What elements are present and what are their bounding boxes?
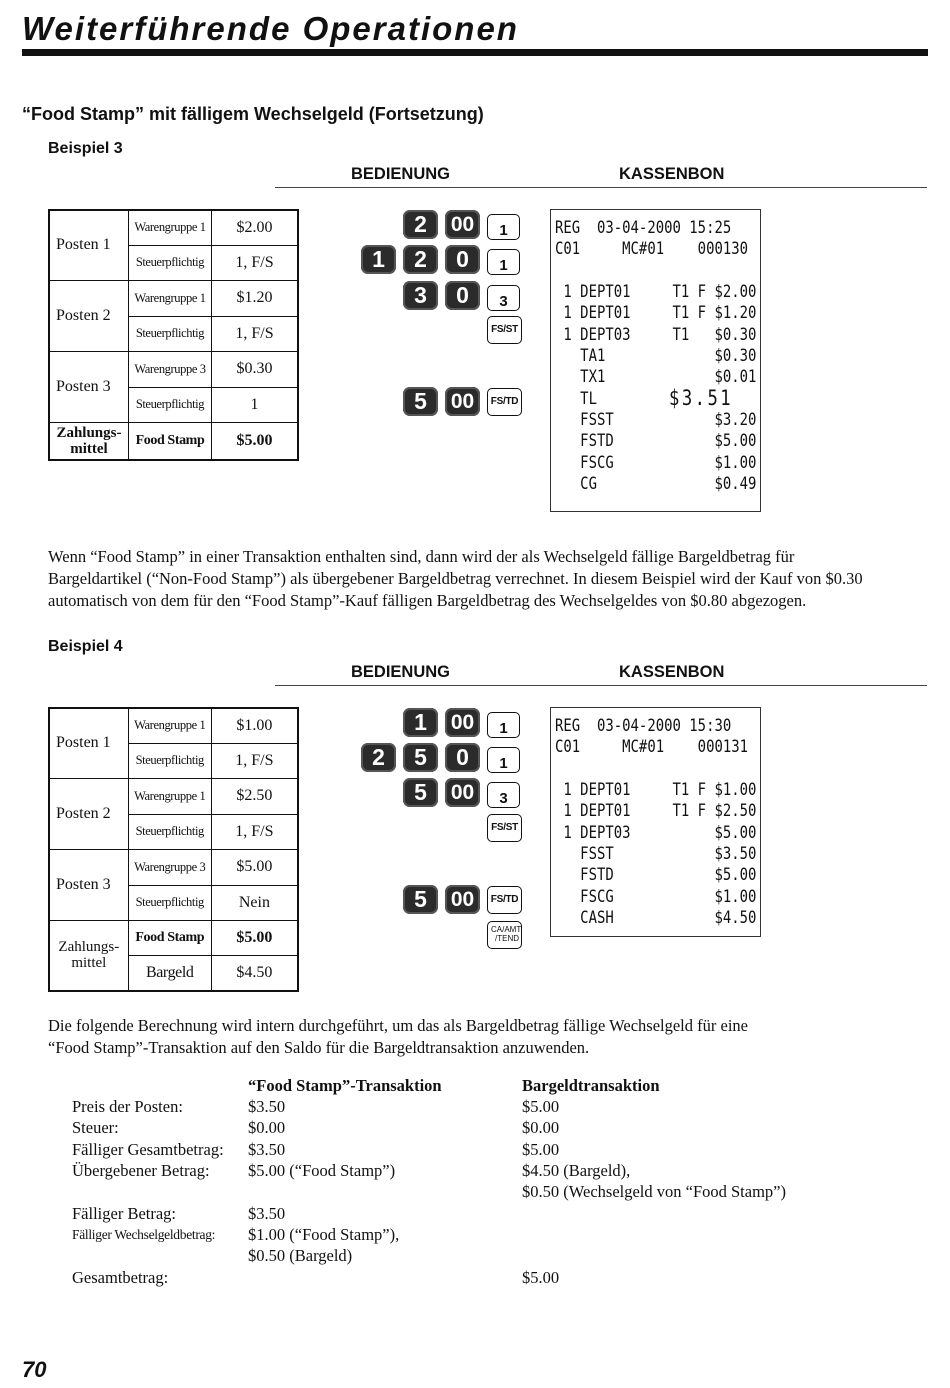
receipt-line: C01 MC#01 000130: [555, 239, 749, 259]
posten-label: Posten 1: [49, 210, 128, 280]
example3-operation-heading: BEDIENUNG: [351, 165, 451, 183]
calc-row-fs: $3.50: [248, 1097, 286, 1116]
example4-heading: Beispiel 4: [48, 638, 123, 655]
example3-receipt: [550, 209, 761, 512]
page-title: Weiterführende Operationen: [22, 10, 519, 47]
example3-item-table: [48, 209, 299, 461]
payment-label-line: Zahlungs-: [56, 424, 122, 441]
numeric-key[interactable]: 5: [403, 743, 438, 772]
numeric-key[interactable]: 3: [403, 281, 438, 310]
calc-row-fs: $3.50: [248, 1204, 286, 1223]
fs-tender-key[interactable]: FS/TD: [487, 388, 522, 416]
paragraph-line: Die folgende Berechnung wird intern durchgeführt, um das als Bargeldbetrag fällige Wechselgeld für eine: [48, 1016, 748, 1035]
item-field-label: Steuerpflichtig: [128, 387, 211, 422]
receipt-line: REG 03-04-2000 15:25: [555, 218, 732, 238]
numeric-key[interactable]: 5: [403, 387, 438, 416]
calc-row-label: Fälliger Wechselgeldbetrag:: [72, 1227, 216, 1242]
example4-item-table: [48, 707, 299, 992]
key-label-line: /TEND: [495, 934, 519, 943]
item-field-label: Steuerpflichtig: [128, 245, 211, 280]
receipt-line: FSTD $5.00: [555, 431, 757, 451]
fs-subtotal-key[interactable]: FS/ST: [487, 814, 522, 842]
page-number: 70: [22, 1357, 47, 1382]
item-field-value: $5.00: [211, 920, 298, 955]
department-key[interactable]: 1: [487, 214, 520, 240]
item-field-value: $1.20: [212, 280, 298, 316]
item-field-label: Food Stamp: [128, 422, 211, 460]
calc-header-food-stamp: “Food Stamp”-Transaktion: [248, 1076, 442, 1095]
calc-row-fs: $3.50: [248, 1140, 286, 1159]
item-field-label: Steuerpflichtig: [128, 743, 211, 778]
item-field-value: $5.00: [211, 849, 298, 885]
calc-row-cash: $0.50 (Wechselgeld von “Food Stamp”): [522, 1182, 786, 1201]
item-field-value: Nein: [211, 885, 298, 920]
calc-row-cash: $4.50 (Bargeld),: [522, 1161, 631, 1180]
section-title: “Food Stamp” mit fälligem Wechselgeld (Fortsetzung): [22, 104, 484, 124]
receipt-line: 1 DEPT01 T1 F $2.00: [555, 282, 757, 302]
payment-label-line: mittel: [70, 440, 108, 457]
receipt-line: FSCG $1.00: [555, 453, 757, 473]
numeric-key[interactable]: 2: [403, 210, 438, 239]
item-field-label: Warengruppe 3: [128, 849, 211, 885]
calc-row-cash: $5.00: [522, 1268, 560, 1287]
example4-receipt: [550, 707, 761, 937]
posten-label: Posten 2: [49, 778, 128, 849]
receipt-line: FSTD $5.00: [555, 865, 757, 885]
paragraph-line: Bargeldartikel (“Non-Food Stamp”) als übergebener Bargeldbetrag verrechnet. In diesem Beispiel wird der Kauf von $0.30: [48, 569, 863, 588]
calc-row-cash: $5.00: [522, 1097, 560, 1116]
double-zero-key[interactable]: 00: [445, 885, 480, 914]
example3-heading-rule: [275, 187, 927, 188]
item-field-value: 1, F/S: [211, 743, 298, 778]
receipt-line: TX1 $0.01: [555, 367, 757, 387]
item-field-label: Warengruppe 1: [128, 778, 211, 814]
item-field-label: Warengruppe 1: [128, 708, 211, 743]
numeric-key[interactable]: 2: [361, 743, 396, 772]
department-key[interactable]: 1: [487, 712, 520, 738]
paragraph-line: “Food Stamp”-Transaktion auf den Saldo für die Bargeldtransaktion anzuwenden.: [48, 1038, 590, 1057]
item-field-value: 1, F/S: [212, 245, 298, 280]
example4-receipt-heading: KASSENBON: [619, 663, 725, 681]
example4-heading-rule: [275, 685, 927, 686]
item-field-value: $5.00: [212, 422, 298, 460]
item-field-label: Warengruppe 1: [128, 280, 211, 316]
payment-label: [49, 920, 128, 991]
item-field-label: Steuerpflichtig: [128, 814, 211, 849]
double-zero-key[interactable]: 00: [445, 708, 480, 737]
receipt-line: FSCG $1.00: [555, 887, 757, 907]
title-rule: [22, 49, 928, 56]
receipt-line: 1 DEPT01 T1 F $1.00: [555, 780, 757, 800]
item-field-value: 1: [212, 387, 298, 422]
item-field-label: Steuerpflichtig: [128, 885, 211, 920]
item-field-label: Warengruppe 3: [128, 351, 211, 387]
numeric-key[interactable]: 0: [445, 743, 480, 772]
calc-row-label: Fälliger Betrag:: [72, 1204, 177, 1223]
item-field-label: Steuerpflichtig: [128, 316, 211, 351]
item-field-value: $2.50: [211, 778, 298, 814]
calc-row-fs: $0.50 (Bargeld): [248, 1246, 353, 1265]
item-field-value: $4.50: [211, 955, 298, 991]
double-zero-key[interactable]: 00: [445, 778, 480, 807]
calc-row-label: Preis der Posten:: [72, 1097, 183, 1116]
calc-row-fs: $0.00: [248, 1118, 286, 1137]
numeric-key[interactable]: 1: [361, 245, 396, 274]
calc-row-label: Gesamtbetrag:: [72, 1268, 169, 1287]
receipt-line: 1 DEPT01 T1 F $2.50: [555, 801, 757, 821]
department-key[interactable]: 1: [487, 249, 520, 275]
cash-amount-tendered-key[interactable]: [487, 921, 522, 949]
double-zero-key[interactable]: 00: [445, 387, 480, 416]
calc-row-fs: $1.00 (“Food Stamp”),: [248, 1225, 400, 1244]
item-field-value: $1.00: [211, 708, 298, 743]
calc-row-cash: $0.00: [522, 1118, 560, 1137]
receipt-line: TL: [555, 389, 597, 409]
posten-label: Posten 2: [49, 280, 128, 351]
fs-tender-key[interactable]: FS/TD: [487, 886, 522, 914]
calc-row-label: Steuer:: [72, 1118, 119, 1137]
item-field-label: Bargeld: [128, 955, 211, 991]
numeric-key[interactable]: 2: [403, 245, 438, 274]
department-key[interactable]: 3: [487, 782, 520, 808]
example3-receipt-heading: KASSENBON: [619, 165, 725, 183]
calc-row-label: Fälliger Gesamtbetrag:: [72, 1140, 224, 1159]
example3-heading: Beispiel 3: [48, 140, 123, 157]
department-key[interactable]: 1: [487, 747, 520, 773]
double-zero-key[interactable]: 00: [445, 210, 480, 239]
numeric-key[interactable]: 0: [445, 281, 480, 310]
numeric-key[interactable]: 1: [403, 708, 438, 737]
calc-row-label: Übergebener Betrag:: [72, 1161, 210, 1180]
key-label-line: CA/AMT: [491, 925, 522, 934]
payment-label-line: Zahlungs-: [58, 939, 120, 956]
receipt-line: 1 DEPT01 T1 F $1.20: [555, 303, 757, 323]
receipt-line: REG 03-04-2000 15:30: [555, 716, 732, 736]
posten-label: Posten 3: [49, 849, 128, 920]
fs-subtotal-key[interactable]: FS/ST: [487, 316, 522, 344]
paragraph-line: Wenn “Food Stamp” in einer Transaktion enthalten sind, dann wird der als Wechselgeld fällige Bargeldbetrag für: [48, 547, 795, 566]
example4-operation-heading: BEDIENUNG: [351, 663, 451, 681]
posten-label: Posten 1: [49, 708, 128, 778]
payment-label: [49, 422, 128, 460]
department-key[interactable]: 3: [487, 285, 520, 311]
receipt-line: TA1 $0.30: [555, 346, 757, 366]
receipt-line: C01 MC#01 000131: [555, 737, 749, 757]
item-field-label: Food Stamp: [128, 920, 211, 955]
numeric-key[interactable]: 5: [403, 885, 438, 914]
item-field-value: $0.30: [212, 351, 298, 387]
numeric-key[interactable]: 5: [403, 778, 438, 807]
receipt-line: CASH $4.50: [555, 908, 757, 928]
receipt-line: CG $0.49: [555, 474, 757, 494]
item-field-value: 1, F/S: [211, 814, 298, 849]
receipt-line: 1 DEPT03 T1 $0.30: [555, 325, 757, 345]
item-field-label: Warengruppe 1: [128, 210, 211, 245]
paragraph-line: automatisch von dem für den “Food Stamp”-Kauf fälligen Bargeldbetrag des Wechselgeldes von $0.80 abgezogen.: [48, 591, 807, 610]
receipt-line: 1 DEPT03 $5.00: [555, 823, 757, 843]
payment-label-line: mittel: [71, 955, 107, 972]
receipt-line: FSST $3.50: [555, 844, 757, 864]
calc-header-cash: Bargeldtransaktion: [522, 1076, 660, 1095]
calc-row-fs: $5.00 (“Food Stamp”): [248, 1161, 396, 1180]
example3-explanation: [48, 546, 863, 612]
item-field-value: $2.00: [212, 210, 298, 245]
receipt-total: $3.51: [669, 386, 734, 410]
receipt-line: FSST $3.20: [555, 410, 757, 430]
example4-explanation: [48, 1015, 748, 1059]
calc-row-cash: $5.00: [522, 1140, 560, 1159]
posten-label: Posten 3: [49, 351, 128, 422]
item-field-value: 1, F/S: [212, 316, 298, 351]
numeric-key[interactable]: 0: [445, 245, 480, 274]
